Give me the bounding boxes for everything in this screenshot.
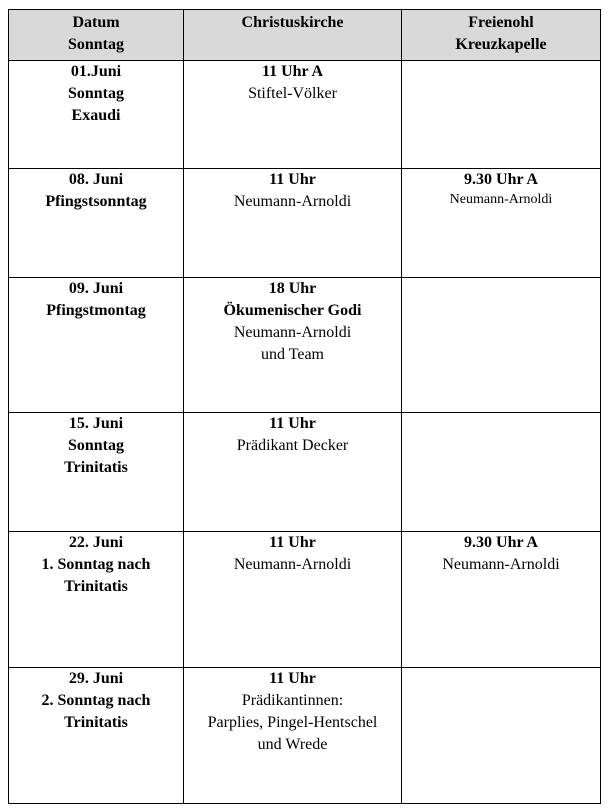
table-row [9, 61, 601, 169]
header-date [9, 10, 184, 61]
officiant: und Team [260, 346, 324, 363]
date-cell [9, 169, 184, 278]
officiant: Neumann-Arnoldi [442, 556, 560, 573]
header-kreuzkapelle-line: Freienohl [468, 14, 534, 31]
date-line: 01.Juni [70, 63, 122, 80]
officiant: Prädikant Decker [236, 437, 349, 454]
date-line: Sonntag [67, 437, 125, 454]
date-line: 2. Sonntag nach [41, 692, 151, 709]
service-time: 9.30 Uhr A [464, 534, 538, 551]
christuskirche-cell [184, 61, 402, 169]
service-time: 11 Uhr [269, 534, 316, 551]
date-line: Exaudi [71, 107, 121, 124]
header-kreuzkapelle-line: Kreuzkapelle [455, 36, 547, 53]
date-line: 29. Juni [68, 670, 124, 687]
schedule-sheet [8, 9, 600, 803]
date-line: Pfingstsonntag [45, 193, 147, 210]
kreuzkapelle-cell [402, 532, 601, 668]
christuskirche-cell [184, 278, 402, 413]
header-date-line: Datum [72, 14, 120, 31]
officiant: Neumann-Arnoldi [449, 192, 553, 207]
kreuzkapelle-cell [402, 169, 601, 278]
service-time: 11 Uhr [269, 670, 316, 687]
christuskirche-cell [184, 169, 402, 278]
kreuzkapelle-cell [402, 668, 601, 804]
service-time: 11 Uhr [269, 415, 316, 432]
header-christuskirche [184, 10, 402, 61]
kreuzkapelle-cell [402, 413, 601, 532]
date-cell [9, 668, 184, 804]
table-row [9, 169, 601, 278]
header-christuskirche-line: Christuskirche [241, 14, 344, 31]
officiant: Stiftel-Völker [248, 85, 337, 102]
table-row [9, 278, 601, 413]
kreuzkapelle-cell [402, 278, 601, 413]
date-line: 08. Juni [68, 171, 124, 188]
officiant: Neumann-Arnoldi [233, 193, 352, 210]
christuskirche-cell [184, 668, 402, 804]
date-line: Trinitatis [64, 714, 128, 731]
table-row [9, 413, 601, 532]
date-line: 1. Sonntag nach [41, 556, 151, 573]
header-kreuzkapelle [402, 10, 601, 61]
date-cell [9, 278, 184, 413]
header-row [9, 10, 601, 61]
kreuzkapelle-cell [402, 61, 601, 169]
table-row [9, 668, 601, 804]
service-time: 11 Uhr [269, 171, 316, 188]
date-line: 15. Juni [68, 415, 124, 432]
date-line: Sonntag [67, 85, 125, 102]
service-time: 18 Uhr [268, 280, 317, 297]
date-cell [9, 413, 184, 532]
date-line: Pfingstmontag [46, 302, 146, 319]
table-row [9, 532, 601, 668]
officiant: Neumann-Arnoldi [233, 556, 352, 573]
service-schedule-table [8, 9, 601, 804]
service-time: 9.30 Uhr A [464, 171, 538, 188]
service-time: 11 Uhr A [261, 63, 324, 80]
date-cell [9, 532, 184, 668]
officiant: Parplies, Pingel-Hentschel [207, 714, 378, 731]
officiant: und Wrede [257, 736, 328, 753]
christuskirche-cell [184, 413, 402, 532]
officiant: Neumann-Arnoldi [233, 324, 352, 341]
christuskirche-cell [184, 532, 402, 668]
date-line: Trinitatis [64, 578, 128, 595]
date-cell [9, 61, 184, 169]
date-line: 09. Juni [68, 280, 124, 297]
date-line: Trinitatis [64, 459, 128, 476]
officiant: Prädikantinnen: [241, 692, 344, 709]
header-date-line: Sonntag [67, 36, 125, 53]
service-time: Ökumenischer Godi [223, 302, 362, 319]
date-line: 22. Juni [68, 534, 124, 551]
